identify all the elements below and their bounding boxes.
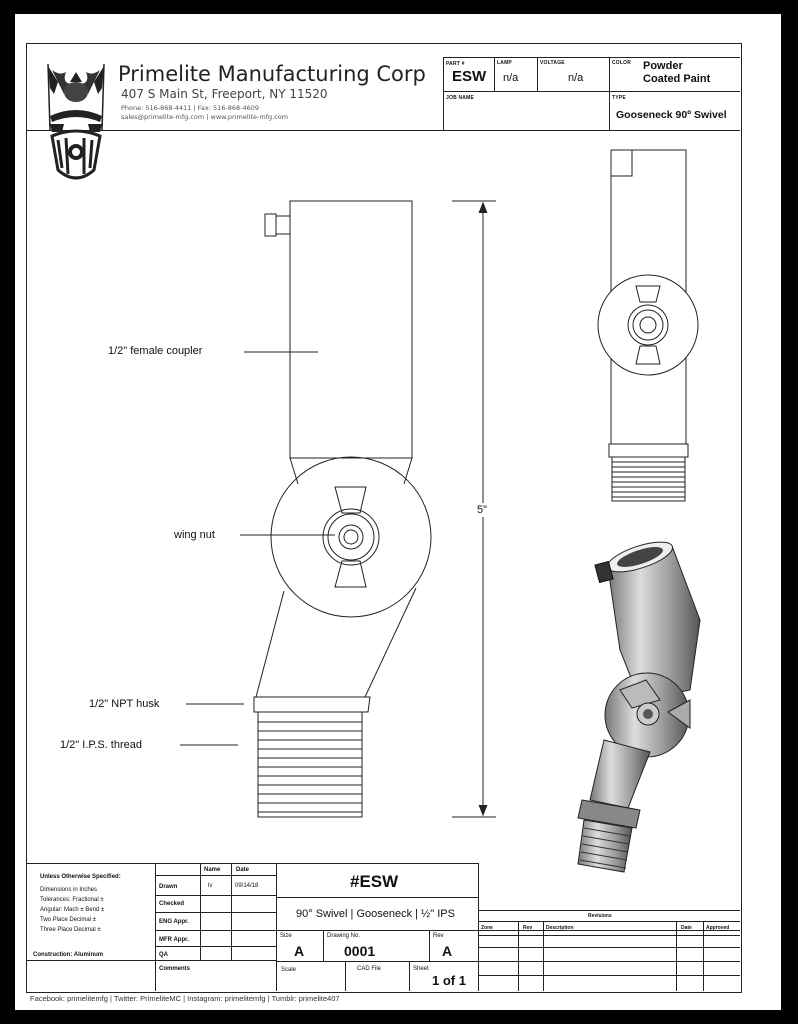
part-value: ESW xyxy=(452,68,487,85)
social-footer: Facebook: primelitemfg | Twitter: PrimeliteMC | Instagram: primelitemfg | Tumblr: primelite407 xyxy=(30,994,340,1003)
spec-line: Two Place Decimal ± xyxy=(40,917,96,923)
size-value: A xyxy=(294,943,305,959)
titleblock-divider xyxy=(323,930,324,961)
row-qa: QA xyxy=(159,952,168,958)
revisions-top-rule xyxy=(478,910,740,911)
rev-col-date: Date xyxy=(681,925,692,931)
construction-note: Construction: Aluminum xyxy=(33,952,104,958)
color-value-2: Coated Paint xyxy=(643,73,711,85)
rev-value: A xyxy=(442,943,453,959)
row-drawn: Drawn xyxy=(159,884,178,890)
type-value: Gooseneck 90º Swivel xyxy=(616,109,727,121)
drawn-name: lv xyxy=(208,883,213,889)
voltage-value: n/a xyxy=(568,72,584,84)
drawing-no-value: 0001 xyxy=(344,943,376,959)
row-mfr-appr: MFR Appr. xyxy=(159,937,189,943)
company-address: 407 S Main St, Freeport, NY 11520 xyxy=(121,87,328,101)
company-web: sales@primelite-mfg.com | www.primelite-mfg.com xyxy=(121,113,289,121)
titleblock-rule xyxy=(155,875,276,876)
titleblock-divider xyxy=(276,863,277,991)
job-name-label: JOB NAME xyxy=(446,95,474,101)
titleblock-top-rule xyxy=(27,863,478,864)
drawing-title: #ESW xyxy=(350,872,399,891)
revisions-divider xyxy=(518,921,519,991)
callout-npt-husk: 1/2" NPT husk xyxy=(89,698,160,710)
row-eng-appr: ENG Appr. xyxy=(159,919,189,925)
company-name: Primelite Manufacturing Corp xyxy=(118,62,426,86)
row-checked: Checked xyxy=(159,901,185,907)
spec-line: Angular: Mach ± Bend ± xyxy=(40,907,105,913)
voltage-label: VOLTAGE xyxy=(540,60,565,66)
rev-col-description: Description xyxy=(546,925,574,931)
col-date-header: Date xyxy=(236,867,250,873)
titleblock-rule xyxy=(155,946,276,947)
titleblock-rule xyxy=(155,895,276,896)
company-phone: Phone: 516-868-4411 | Fax: 516-868-4609 xyxy=(121,104,260,112)
drawing-no-label: Drawing No. xyxy=(327,933,361,939)
col-name-header: Name xyxy=(204,867,221,873)
sheet-label: Sheet xyxy=(413,966,429,972)
titleblock-divider xyxy=(429,930,430,961)
titleblock-divider xyxy=(155,863,156,991)
revisions-divider xyxy=(703,921,704,991)
titleblock-rule xyxy=(155,912,276,913)
titleblock-divider xyxy=(478,863,479,991)
callout-ips-thread: 1/2" I.P.S. thread xyxy=(60,739,142,751)
titleblock-rule xyxy=(155,930,276,931)
titleblock-rule xyxy=(276,930,740,931)
rev-col-zone: Zone xyxy=(481,925,493,931)
titleblock-divider xyxy=(409,961,410,991)
dimension-label: 5" xyxy=(477,504,488,516)
spec-line: Tolerances: Fractional ± xyxy=(40,897,104,903)
spec-title: Unless Otherwise Specified: xyxy=(40,874,121,880)
titleblock-rule xyxy=(27,960,276,961)
part-label: PART # xyxy=(446,61,465,67)
revisions-divider xyxy=(676,921,677,991)
drawn-date: 09/14/18 xyxy=(235,883,259,889)
titleblock-divider xyxy=(345,961,346,991)
spec-line: Dimensions in Inches xyxy=(40,887,98,893)
drawing-description: 90° Swivel | Gooseneck | ½" IPS xyxy=(296,908,455,920)
type-label: TYPE xyxy=(612,95,626,101)
scale-label: Scale xyxy=(281,967,297,973)
revisions-divider xyxy=(543,921,544,991)
lamp-value: n/a xyxy=(503,72,519,84)
cad-file-label: CAD File xyxy=(357,966,382,972)
spec-line: Three Place Decimal ± xyxy=(40,927,101,933)
rev-col-approved: Approved xyxy=(706,925,730,931)
callout-female-coupler: 1/2" female coupler xyxy=(108,345,203,357)
titleblock-rule xyxy=(276,897,478,898)
comments-label: Comments xyxy=(159,966,191,972)
size-label: Size xyxy=(280,933,292,939)
rev-col-rev: Rev xyxy=(523,925,533,931)
sheet-value: 1 of 1 xyxy=(432,973,466,988)
revisions-title: Revisions xyxy=(588,913,612,919)
rev-label: Rev xyxy=(433,933,444,939)
callout-wing-nut: wing nut xyxy=(174,529,215,541)
color-label: COLOR xyxy=(612,60,632,66)
color-value-1: Powder xyxy=(643,60,683,72)
lamp-label: LAMP xyxy=(497,60,512,66)
